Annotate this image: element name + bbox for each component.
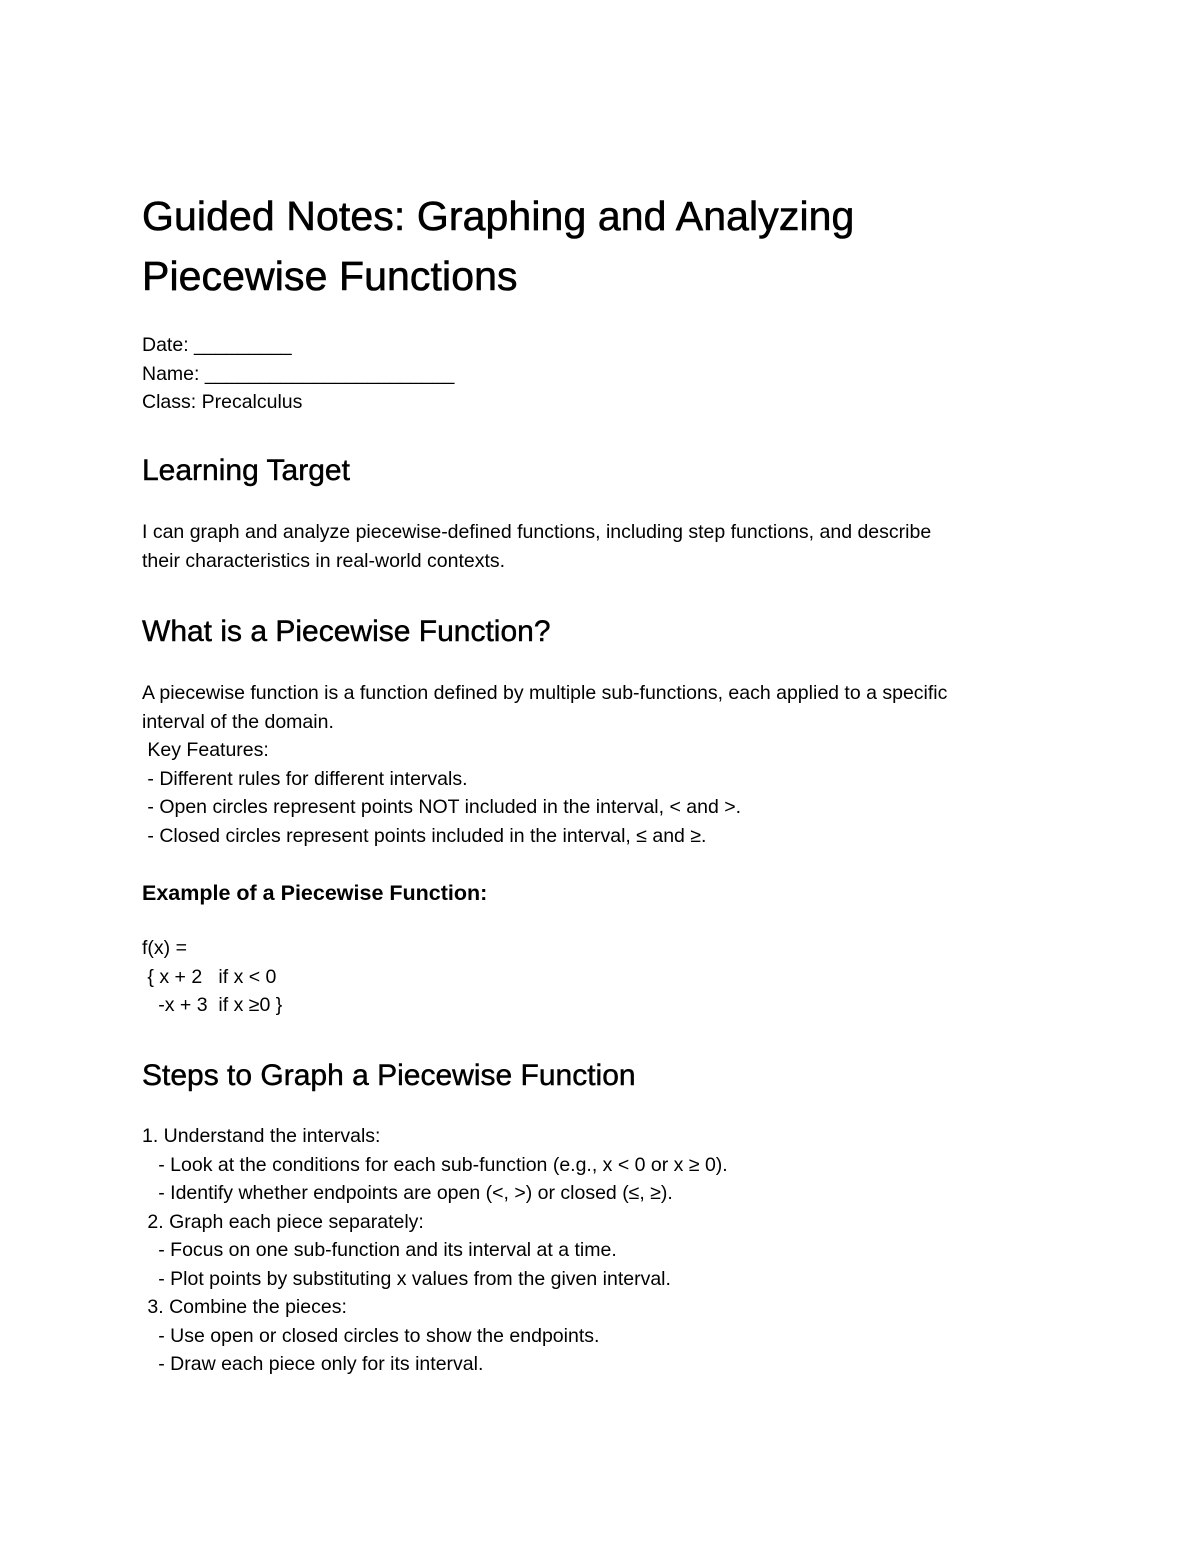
feature-item-3: - Closed circles represent points included in the interval, ≤ and ≥. [142,824,707,847]
date-line: Date: _________ [142,334,292,356]
name-line: Name: _______________________ [142,362,455,385]
example-line-3: -x + 3 if x ≥0 } [142,994,283,1016]
steps-heading: Steps to Graph a Piecewise Function [142,1059,636,1092]
title-line-2: Piecewise Functions [142,253,518,299]
feature-item-2: - Open circles represent points NOT included in the interval, < and >. [142,796,742,818]
document-title [142,186,854,306]
step-2: 2. Graph each piece separately: [142,1210,424,1233]
class-line: Class: Precalculus [142,391,303,413]
title-line-1: Guided Notes: Graphing and Analyzing [142,193,855,239]
example-heading: Example of a Piecewise Function: [142,881,488,905]
learning-target-line-1: I can graph and analyze piecewise-defined functions, including step functions, and describe [142,521,932,543]
feature-item-1: - Different rules for different intervals. [142,767,468,790]
step-1: 1. Understand the intervals: [142,1125,381,1147]
definition-line-2: interval of the domain. [142,710,334,733]
step-1-detail-b: - Identify whether endpoints are open (<, >) or closed (≤, ≥). [142,1182,673,1204]
step-2-detail-a: - Focus on one sub-function and its interval at a time. [142,1239,617,1261]
meta-block [142,331,454,417]
step-3-detail-b: - Draw each piece only for its interval. [142,1353,484,1375]
example-line-2: { x + 2 if x < 0 [142,965,277,988]
step-1-detail-a: - Look at the conditions for each sub-function (e.g., x < 0 or x ≥ 0). [142,1153,728,1176]
definition-line-1: A piecewise function is a function defined by multiple sub-functions, each applied to a specific [142,682,948,704]
learning-target-heading: Learning Target [142,454,350,487]
learning-target-line-2: their characteristics in real-world contexts. [142,549,506,572]
steps-list [142,1122,728,1379]
step-2-detail-b: - Plot points by substituting x values from the given interval. [142,1267,671,1290]
example-line-1: f(x) = [142,937,187,959]
example-formula [142,934,282,1020]
step-3-detail-a: - Use open or closed circles to show the endpoints. [142,1324,600,1347]
what-is-text [142,679,947,850]
step-3: 3. Combine the pieces: [142,1296,347,1318]
what-is-heading: What is a Piecewise Function? [142,615,551,648]
key-features-label: Key Features: [142,739,269,761]
learning-target-text [142,518,931,575]
